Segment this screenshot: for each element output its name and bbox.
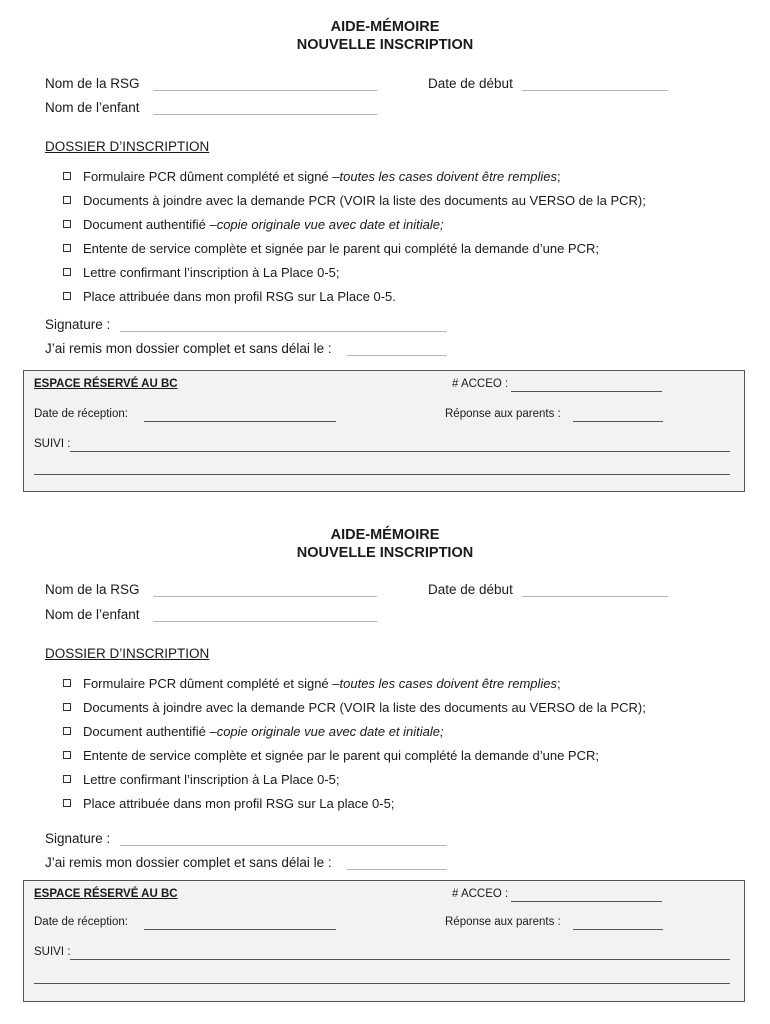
item-text: Entente de service complète et signée par le parent qui complété la demande d’une PCR; — [83, 747, 599, 763]
acceo-field[interactable] — [511, 901, 662, 902]
date-debut-label: Date de début — [428, 582, 513, 597]
checklist-item — [63, 188, 646, 212]
item-emphasis: copie originale vue avec date et initiale; — [216, 216, 444, 232]
item-emphasis: toutes les cases doivent être remplies — [339, 675, 558, 691]
checklist-item — [63, 260, 646, 284]
checkbox-icon[interactable] — [63, 196, 71, 204]
checklist-item — [63, 743, 646, 767]
bc-title: ESPACE RÉSERVÉ AU BC — [34, 888, 178, 900]
item-text: Formulaire PCR dûment complété et signé – — [83, 168, 340, 184]
checklist-item — [63, 212, 646, 236]
checkbox-icon[interactable] — [63, 268, 71, 276]
memo-form-2 — [0, 508, 770, 1008]
checklist-item — [63, 236, 646, 260]
checklist-item — [63, 695, 646, 719]
item-text: Documents à joindre avec la demande PCR (VOIR la liste des documents au VERSO de la PCR); — [83, 192, 646, 208]
item-suffix: ; — [557, 168, 561, 184]
remis-date-field[interactable] — [347, 355, 447, 356]
item-text: Formulaire PCR dûment complété et signé – — [83, 675, 340, 691]
item-text: Lettre confirmant l’inscription à La Place 0-5; — [83, 264, 340, 280]
reponse-label: Réponse aux parents : — [445, 916, 561, 928]
remis-date-field[interactable] — [347, 869, 447, 870]
checkbox-icon[interactable] — [63, 727, 71, 735]
signature-field[interactable] — [120, 845, 447, 846]
item-emphasis: toutes les cases doivent être remplies — [339, 168, 558, 184]
memo-form-1 — [0, 0, 770, 500]
checklist-item — [63, 767, 646, 791]
checkbox-icon[interactable] — [63, 172, 71, 180]
checkbox-icon[interactable] — [63, 220, 71, 228]
nom-rsg-label: Nom de la RSG — [45, 582, 140, 597]
suivi-label: SUIVI : — [34, 438, 71, 450]
checkbox-icon[interactable] — [63, 292, 71, 300]
item-text: Place attribuée dans mon profil RSG sur La Place 0-5. — [83, 288, 396, 304]
nom-rsg-field[interactable] — [153, 596, 377, 597]
suivi-field[interactable] — [70, 451, 730, 452]
checkbox-icon[interactable] — [63, 799, 71, 807]
signature-field[interactable] — [120, 331, 447, 332]
memo-subtitle: NOUVELLE INSCRIPTION — [296, 37, 474, 53]
reception-label: Date de réception: — [34, 408, 128, 420]
nom-enfant-label: Nom de l’enfant — [45, 100, 140, 115]
checklist — [63, 671, 646, 815]
suivi-field-line-2[interactable] — [34, 474, 730, 475]
checkbox-icon[interactable] — [63, 751, 71, 759]
reception-field[interactable] — [144, 929, 336, 930]
checklist-item — [63, 719, 646, 743]
checkbox-icon[interactable] — [63, 679, 71, 687]
nom-rsg-field[interactable] — [153, 90, 377, 91]
item-text: Documents à joindre avec la demande PCR (VOIR la liste des documents au VERSO de la PCR); — [83, 699, 646, 715]
remis-label: J’ai remis mon dossier complet et sans délai le : — [45, 341, 332, 356]
acceo-label: # ACCEO : — [452, 888, 509, 900]
checklist-item — [63, 164, 646, 188]
checkbox-icon[interactable] — [63, 775, 71, 783]
item-text: Document authentifié – — [83, 723, 217, 739]
checklist-item — [63, 284, 646, 308]
signature-label: Signature : — [45, 317, 111, 332]
reponse-label: Réponse aux parents : — [445, 408, 561, 420]
item-text: Entente de service complète et signée par le parent qui complété la demande d’une PCR; — [83, 240, 599, 256]
section-title: DOSSIER D’INSCRIPTION — [45, 139, 210, 154]
remis-label: J’ai remis mon dossier complet et sans délai le : — [45, 855, 332, 870]
item-text: Place attribuée dans mon profil RSG sur La place 0-5; — [83, 795, 395, 811]
nom-enfant-field[interactable] — [153, 114, 377, 115]
section-title: DOSSIER D’INSCRIPTION — [45, 646, 210, 661]
checkbox-icon[interactable] — [63, 703, 71, 711]
checklist-item — [63, 791, 646, 815]
bc-reserved-box — [23, 370, 745, 492]
signature-label: Signature : — [45, 831, 111, 846]
item-text: Lettre confirmant l’inscription à La Place 0-5; — [83, 771, 340, 787]
suivi-label: SUIVI : — [34, 946, 71, 958]
nom-rsg-label: Nom de la RSG — [45, 76, 140, 91]
checkbox-icon[interactable] — [63, 244, 71, 252]
date-debut-field[interactable] — [522, 596, 668, 597]
reception-field[interactable] — [144, 421, 336, 422]
memo-subtitle: NOUVELLE INSCRIPTION — [296, 545, 474, 561]
date-debut-label: Date de début — [428, 76, 513, 91]
memo-title: AIDE-MÉMOIRE — [330, 527, 440, 543]
reponse-field[interactable] — [573, 929, 663, 930]
checklist-item — [63, 671, 646, 695]
item-suffix: ; — [557, 675, 561, 691]
suivi-field-line-2[interactable] — [34, 983, 730, 984]
acceo-field[interactable] — [511, 391, 662, 392]
date-debut-field[interactable] — [522, 90, 668, 91]
suivi-field[interactable] — [70, 959, 730, 960]
reception-label: Date de réception: — [34, 916, 128, 928]
nom-enfant-label: Nom de l’enfant — [45, 607, 140, 622]
acceo-label: # ACCEO : — [452, 378, 509, 390]
bc-title: ESPACE RÉSERVÉ AU BC — [34, 378, 178, 390]
bc-reserved-box — [23, 880, 745, 1002]
memo-title: AIDE-MÉMOIRE — [330, 19, 440, 35]
item-text: Document authentifié – — [83, 216, 217, 232]
nom-enfant-field[interactable] — [153, 621, 377, 622]
checklist — [63, 164, 646, 308]
item-emphasis: copie originale vue avec date et initiale; — [216, 723, 444, 739]
reponse-field[interactable] — [573, 421, 663, 422]
